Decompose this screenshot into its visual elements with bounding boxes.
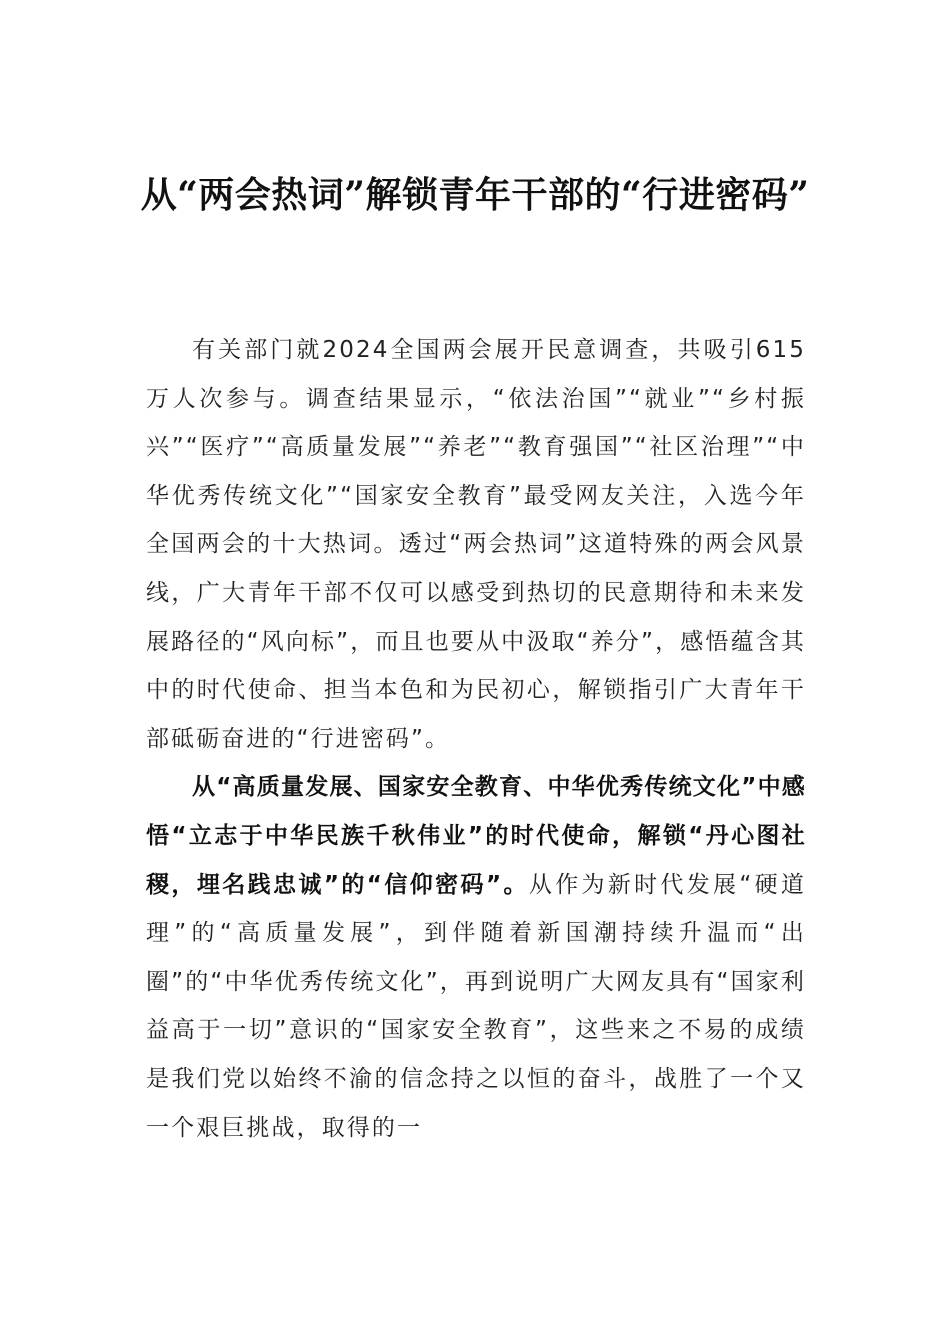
document-body: [146, 326, 806, 1152]
paragraph-text: 有关部门就2024全国两会展开民意调查，共吸引615万人次参与。调查结果显示，“依法治国”“就业”“乡村振兴”“医疗”“高质量发展”“养老”“教育强国”“社区治理”“中华优秀传统文化”“国家安全教育”最受网友关注，入选今年全国两会的十大热词。透过“两会热词”这道特殊的两会风景线，广大青年干部不仅可以感受到热切的民意期待和未来发展路径的“风向标”，而且也要从中汲取“养分”，感悟蕴含其中的时代使命、担当本色和为民初心，解锁指引广大青年干部砥砺奋进的“行进密码”。: [146, 337, 806, 752]
document-title: 从“两会热词”解锁青年干部的“行进密码”: [140, 174, 810, 216]
section-heading-lead: 从“高质量发展、国家安全教育、中华优秀传统文化”中感悟“立志于中华民族千秋伟业”的时代使命，解锁“丹心图社稷，埋名践忠诚”的“信仰密码”。: [146, 774, 806, 898]
paragraph-text: 从作为新时代发展“硬道理”的“高质量发展”，到伴随着新国潮持续升温而“出圈”的“中华优秀传统文化”，再到说明广大网友具有“国家利益高于一切”意识的“国家安全教育”，这些来之不易的成绩是我们党以始终不渝的信念持之以恒的奋斗，战胜了一个又一个艰巨挑战，取得的一: [146, 871, 806, 1141]
paragraph-section-one: [146, 763, 806, 1152]
paragraph-intro: [146, 326, 806, 763]
